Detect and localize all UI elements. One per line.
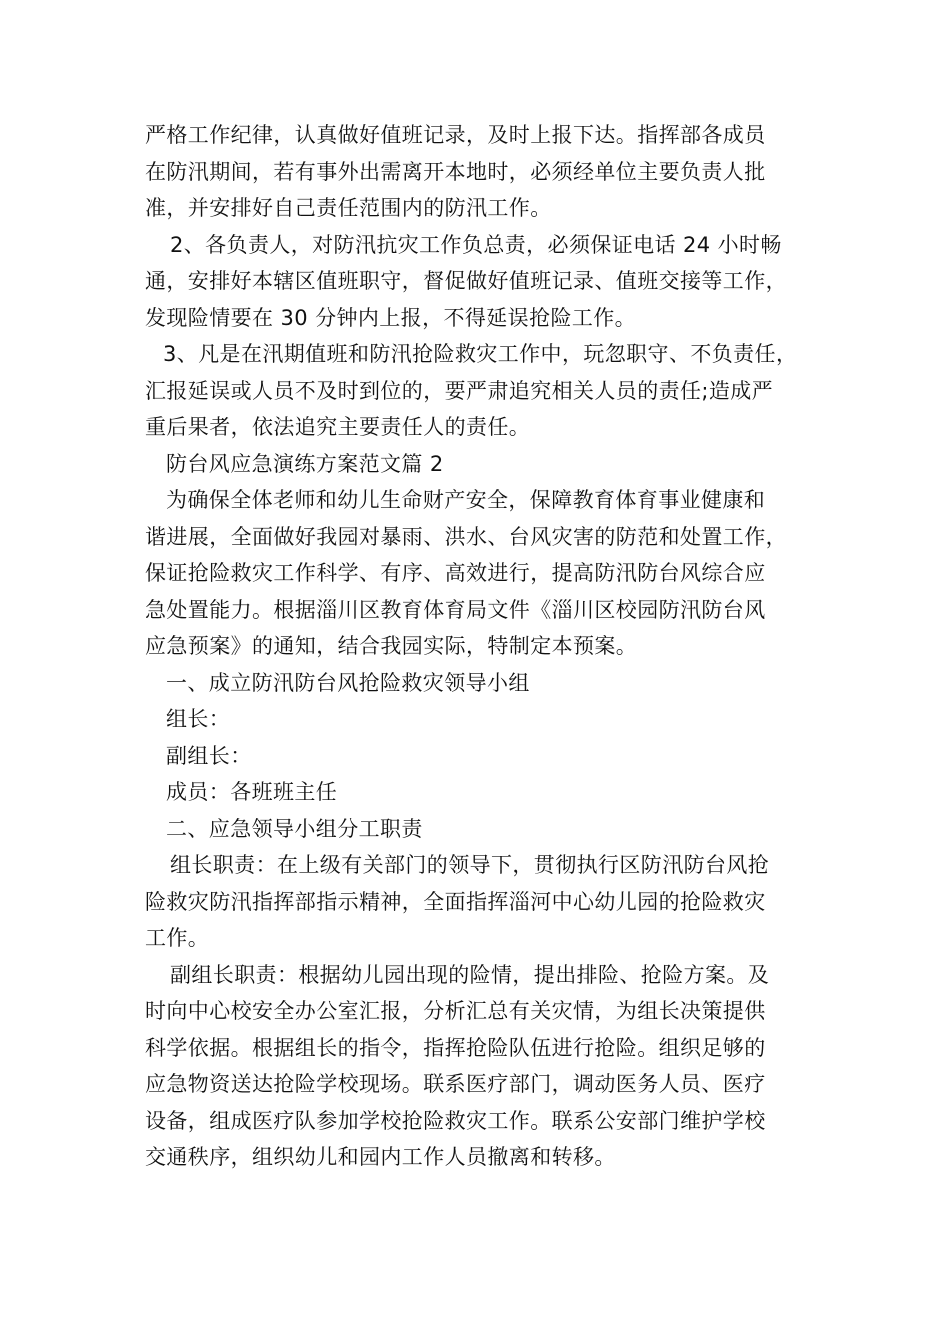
subsection-heading: 二、应急领导小组分工职责	[166, 816, 423, 841]
text-line: 时向中心校安全办公室汇报，分析汇总有关灾情，为组长决策提供	[145, 999, 766, 1023]
text-line: 急处置能力。根据淄川区教育体育局文件《淄川区校园防汛防台风	[145, 597, 766, 622]
text-line: 应急物资送达抢险学校现场。联系医疗部门，调动医务人员、医疗	[145, 1072, 766, 1096]
text-line: 设备，组成医疗队参加学校抢险救灾工作。联系公安部门维护学校	[145, 1108, 766, 1133]
document-body	[145, 117, 815, 1176]
subsection-heading: 一、成立防汛防台风抢险救灾领导小组	[166, 670, 530, 695]
text-line: 严格工作纪律，认真做好值班记录，及时上报下达。指挥部各成员	[145, 123, 766, 147]
text-line: 为确保全体老师和幼儿生命财产安全，保障教育体育事业健康和	[166, 488, 766, 512]
text-line: 交通秩序，组织幼儿和园内工作人员撤离和转移。	[145, 1145, 616, 1169]
text-line: 重后果者，依法追究主要责任人的责任。	[145, 415, 531, 439]
text-line: 保证抢险救灾工作科学、有序、高效进行，提高防汛防台风综合应	[145, 561, 766, 585]
text-line: 险救灾防汛指挥部指示精神，全面指挥淄河中心幼儿园的抢险救灾	[145, 889, 766, 914]
text-line: 应急预案》的通知，结合我园实际，特制定本预案。	[145, 634, 638, 658]
text-line: 成员：各班班主任	[166, 780, 338, 804]
text-line: 科学依据。根据组长的指令，指挥抢险队伍进行抢险。组织足够的	[145, 1035, 766, 1060]
text-line: 通，安排好本辖区值班职守，督促做好值班记录、值班交接等工作，	[145, 269, 787, 293]
text-line: 组长：	[166, 707, 231, 731]
text-line: 副组长：	[166, 743, 252, 768]
text-line: 2、各负责人，对防汛抗灾工作负总责，必须保证电话 24 小时畅	[170, 232, 782, 257]
text-line: 汇报延误或人员不及时到位的，要严肃追究相关人员的责任;造成严	[145, 378, 774, 403]
text-line: 准，并安排好自己责任范围内的防汛工作。	[145, 196, 552, 220]
section-heading: 防台风应急演练方案范文篇 2	[166, 451, 444, 476]
text-line: 工作。	[145, 926, 210, 950]
text-line: 组长职责：在上级有关部门的领导下，贯彻执行区防汛防台风抢	[170, 853, 770, 877]
text-line: 副组长职责：根据幼儿园出现的险情，提出排险、抢险方案。及	[170, 962, 770, 987]
text-line: 3、凡是在汛期值班和防汛抢险救灾工作中，玩忽职守、不负责任，	[163, 342, 798, 366]
text-line: 发现险情要在 30 分钟内上报，不得延误抢险工作。	[145, 305, 637, 330]
text-line: 在防汛期间，若有事外出需离开本地时，必须经单位主要负责人批	[145, 159, 766, 184]
text-line: 谐进展，全面做好我园对暴雨、洪水、台风灾害的防范和处置工作，	[145, 524, 787, 549]
